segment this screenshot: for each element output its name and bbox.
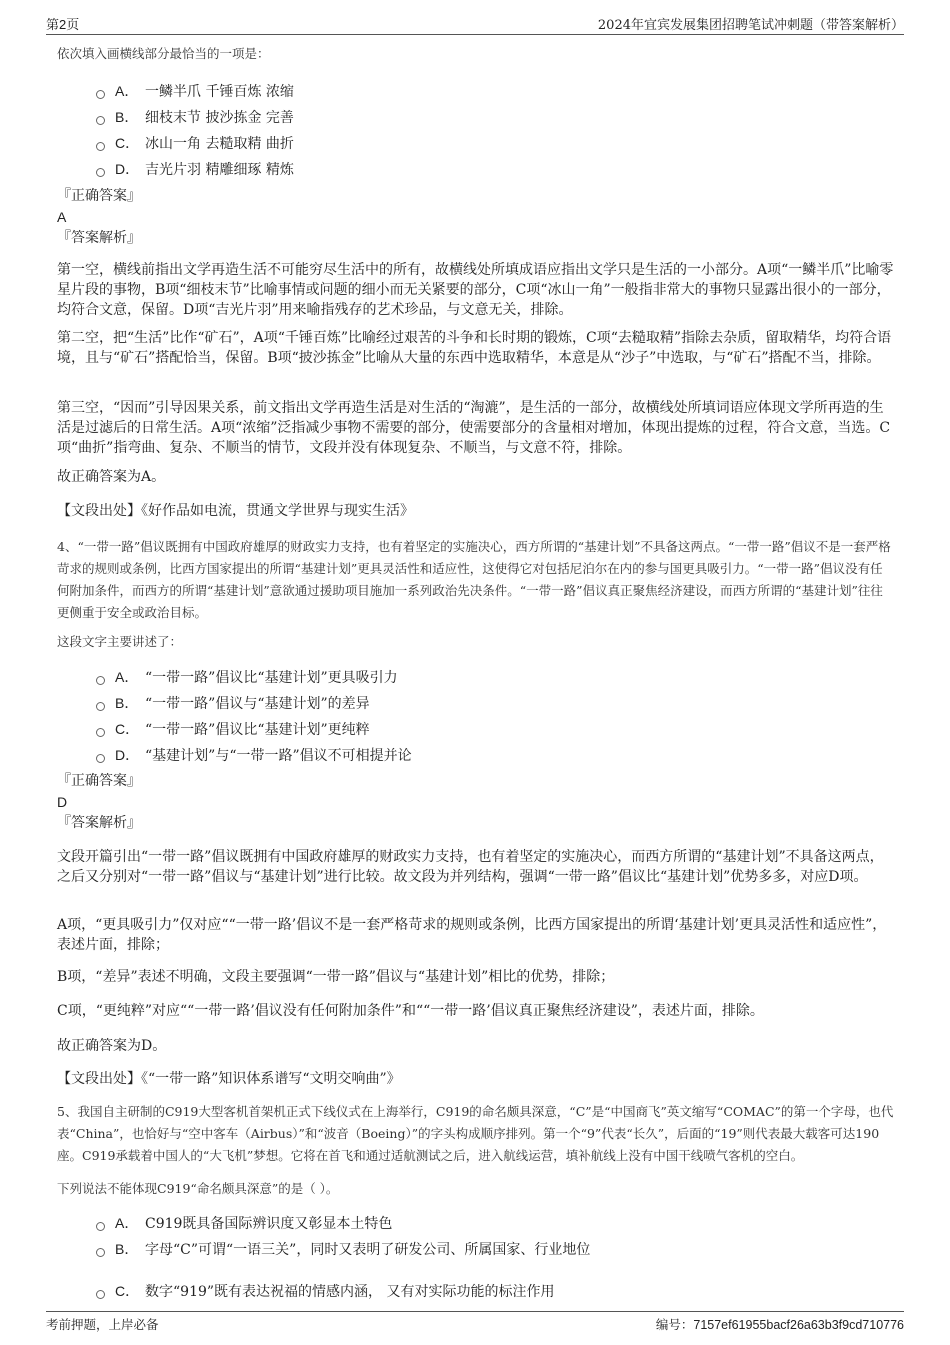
radio-icon[interactable] [96,676,105,685]
q3-stem: 依次填入画横线部分最恰当的一项是： [57,46,270,61]
q3-option-d[interactable]: D． 吉光片羽 精雕细琢 精炼 [96,156,294,182]
q5-passage: 5、我国自主研制的C919大型客机首架机正式下线仪式在上海举行，C919的命名颇具深意，“C”是“中国商飞”英文缩写“COMAC”的第一个字母，也代表“China”，也恰好与“空中客车（Airbus）”和“波音（Boeing）”的字头构成顺序排列。第一个“9”代表“长久”，后面的“19”则代表最大载客可达190座。C919承载着中国人的“大飞机”梦想。它将在首飞和通过适航测试之后，进入航线运营，填补航线上没有中国干线喷气客机的空白。 [57,1104,894,1163]
document-title: 2024年宜宾发展集团招聘笔试冲刺题（带答案解析） [597,18,904,33]
q4-analysis-2: A项，“更具吸引力”仅对应““一带一路’倡议不是一套严格苛求的规则或条例，比西方国家提出的所谓‘基建计划’更具灵活性和适应性”，表述片面，排除； [57,917,887,953]
analysis-label: 『答案解析』 [57,230,141,246]
q5-option-a[interactable]: A． C919既具备国际辨识度又彰显本土特色 [96,1210,590,1236]
document-id: 编号：7157ef61955bacf26a63b3f9cd710776 [655,1318,904,1332]
analysis-label: 『答案解析』 [57,815,141,831]
q4-option-c[interactable]: C． “一带一路”倡议比“基建计划”更纯粹 [96,716,412,742]
q4-answer-block [57,771,141,834]
radio-icon[interactable] [96,702,105,711]
radio-icon[interactable] [96,728,105,737]
q5-options [96,1210,590,1304]
q3-option-b[interactable]: B． 细枝末节 披沙拣金 完善 [96,104,294,130]
footer-slogan: 考前押题，上岸必备 [46,1317,159,1332]
page-footer [46,1311,904,1332]
radio-icon[interactable] [96,90,105,99]
q3-conclusion: 故正确答案为A。 [57,469,166,485]
page-number: 第2页 [46,17,80,32]
radio-icon[interactable] [96,1248,105,1257]
q5-option-c[interactable]: C． 数字“919”既有表达祝福的情感内涵， 又有对实际功能的标注作用 [96,1278,590,1304]
radio-icon[interactable] [96,116,105,125]
radio-icon[interactable] [96,168,105,177]
q4-stem: 这段文字主要讲述了： [57,634,183,649]
q5-option-b[interactable]: B． 字母“C”可谓“一语三关”，同时又表明了研发公司、所属国家、行业地位 [96,1236,590,1262]
q4-passage: 4、“一带一路”倡议既拥有中国政府雄厚的财政实力支持，也有着坚定的实施决心，西方所谓的“基建计划”不具备这两点。“一带一路”倡议不是一套严格苛求的规则或条例，比西方国家提出的所谓“基建计划”更具灵活性和适应性，这使得它对包括尼泊尔在内的参与国更具吸引力。“一带一路”倡议没有任何附加条件，而西方的所谓“基建计划”意欲通过援助项目施加一系列政治先决条件。“一带一路”倡议真正聚焦经济建设，而西方所谓的“基建计划”往往更侧重于安全或政治目标。 [57,539,891,620]
q4-analysis-1: 文段开篇引出“一带一路”倡议既拥有中国政府雄厚的财政实力支持，也有着坚定的实施决心，而西方所谓的“基建计划”不具备这两点，之后又分别对“一带一路”倡议与“基建计划”进行比较。故文段为并列结构，强调“一带一路”倡议比“基建计划”优势多多，对应D项。 [57,849,884,885]
radio-icon[interactable] [96,754,105,763]
q4-analysis-3: B项，“差异”表述不明确，文段主要强调“一带一路”倡议与“基建计划”相比的优势，排除； [57,969,615,985]
q3-analysis-1: 第一空，横线前指出文学再造生活不可能穷尽生活中的所有，故横线处所填成语应指出文学只是生活的一小部分。A项“一鳞半爪”比喻零星片段的事物，B项“细枝末节”比喻事情或问题的细小而无关紧要的部分，C项“冰山一角”一般指非常大的事物只显露出很小的一部分，均符合文意，保留。D项“吉光片羽”用来喻指残存的艺术珍品，与文意无关，排除。 [57,262,894,318]
q4-option-b[interactable]: B． “一带一路”倡议与“基建计划”的差异 [96,690,412,716]
q3-analysis-3: 第三空，“因而”引导因果关系，前文指出文学再造生活是对生活的“淘漉”，是生活的一部分，故横线处所填词语应体现文学所再造的生活是过滤后的日常生活。A项“浓缩”泛指减少事物不需要的部分，使需要部分的含量相对增加，体现出提炼的过程，符合文意，当选。C项“曲折”指弯曲、复杂、不顺当的情节，文段并没有体现复杂、不顺当，与文意不符，排除。 [57,400,891,456]
q3-option-c[interactable]: C． 冰山一角 去糙取精 曲折 [96,130,294,156]
q3-options [96,78,294,182]
radio-icon[interactable] [96,1222,105,1231]
answer-label: 『正确答案』 [57,773,141,789]
radio-icon[interactable] [96,1290,105,1299]
q3-source: 【文段出处】《好作品如电流，贯通文学世界与现实生活》 [57,503,414,519]
answer-value: A [57,209,67,225]
q4-option-a[interactable]: A． “一带一路”倡议比“基建计划”更具吸引力 [96,664,412,690]
q4-analysis-4: C项，“更纯粹”对应““一带一路’倡议没有任何附加条件”和““一带一路’倡议真正聚焦经济建设”，表述片面，排除。 [57,1003,764,1019]
q3-option-a[interactable]: A． 一鳞半爪 千锤百炼 浓缩 [96,78,294,104]
q4-options [96,664,412,768]
q4-source: 【文段出处】《“一带一路”知识体系谱写“文明交响曲”》 [57,1071,401,1087]
answer-label: 『正确答案』 [57,188,141,204]
page-header [46,14,904,35]
q5-stem: 下列说法不能体现C919“命名颇具深意”的是（ ）。 [57,1181,339,1196]
q3-analysis-2: 第二空，把“生活”比作“矿石”，A项“千锤百炼”比喻经过艰苦的斗争和长时期的锻炼，C项“去糙取精”指除去杂质，留取精华，均符合语境，且与“矿石”搭配恰当，保留。B项“披沙拣金”比喻从大量的东西中选取精华，本意是从“沙子”中选取，与“矿石”搭配不当，排除。 [57,330,892,366]
q3-answer-block [57,186,141,249]
radio-icon[interactable] [96,142,105,151]
answer-value: D [57,794,68,810]
q4-option-d[interactable]: D． “基建计划”与“一带一路”倡议不可相提并论 [96,742,412,768]
q4-conclusion: 故正确答案为D。 [57,1038,167,1054]
